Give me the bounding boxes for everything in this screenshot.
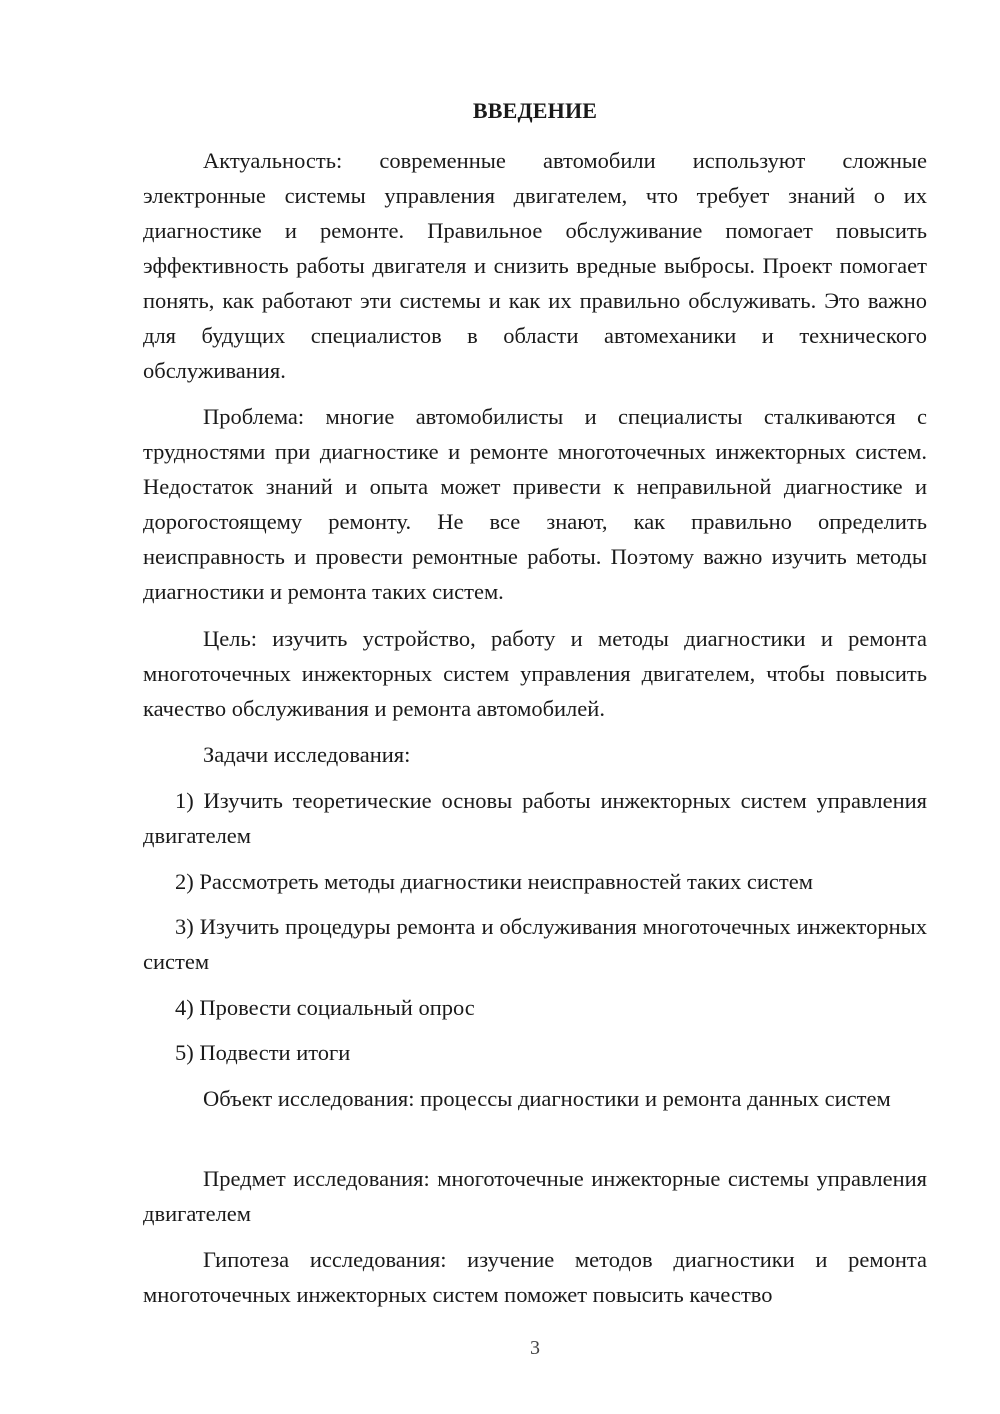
task-item-1: 1) Изучить теоретические основы работы инжекторных систем управления двигателем	[143, 788, 927, 848]
relevance-paragraph: Актуальность: современные автомобили используют сложные электронные системы управления двигателем, что требует знаний о их диагностике и ремонте. Правильное обслуживание помогает повысить эффективность работы двигателя и снизить вредные выбросы. Проект помогает понять, как работают эти системы и как их правильно обслуживать. Это важно для будущих специалистов в области автомеханики и технического обслуживания.	[143, 148, 927, 383]
task-item-5: 5) Подвести итоги	[175, 1040, 351, 1065]
object-paragraph: Объект исследования: процессы диагностики и ремонта данных систем	[203, 1086, 891, 1111]
subject-paragraph: Предмет исследования: многоточечные инжекторные системы управления двигателем	[143, 1166, 927, 1226]
tasks-title: Задачи исследования:	[203, 742, 411, 767]
task-item-4: 4) Провести социальный опрос	[175, 995, 475, 1020]
task-item-2: 2) Рассмотреть методы диагностики неисправностей таких систем	[175, 869, 813, 894]
goal-paragraph: Цель: изучить устройство, работу и методы диагностики и ремонта многоточечных инжекторных систем управления двигателем, чтобы повысить качество обслуживания и ремонта автомобилей.	[143, 626, 927, 721]
task-item-3: 3) Изучить процедуры ремонта и обслуживания многоточечных инжекторных систем	[143, 914, 927, 974]
page-number: 3	[530, 1337, 540, 1359]
problem-paragraph: Проблема: многие автомобилисты и специалисты сталкиваются с трудностями при диагностике и ремонте многоточечных инжекторных систем. Недостаток знаний и опыта может привести к неправильной диагностике и дорогостоящему ремонту. Не все знают, как правильно определить неисправность и провести ремонтные работы. Поэтому важно изучить методы диагностики и ремонта таких систем.	[143, 404, 927, 604]
section-heading: ВВЕДЕНИЕ	[472, 98, 598, 123]
hypothesis-paragraph: Гипотеза исследования: изучение методов диагностики и ремонта многоточечных инжекторных систем поможет повысить качество	[143, 1247, 927, 1307]
